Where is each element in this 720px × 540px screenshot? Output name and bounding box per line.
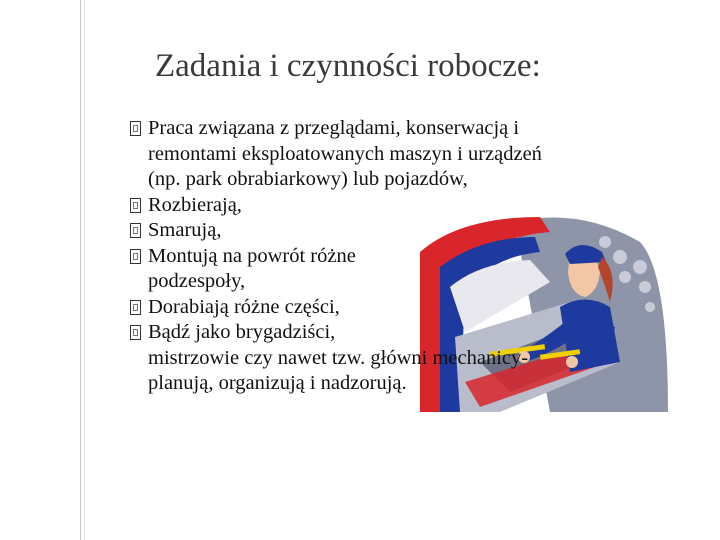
bullet-box-icon xyxy=(130,325,141,340)
bullet-item xyxy=(130,218,690,244)
bullet-box-icon xyxy=(130,121,141,136)
bullet-text-line: Montują na powrót różne xyxy=(148,244,356,267)
bullet-box-icon xyxy=(130,223,141,238)
bullet-text-line: podzespoły, xyxy=(148,270,246,292)
left-border-line-inner xyxy=(84,0,85,540)
bullet-box-icon xyxy=(130,300,141,315)
bullet-text-line: Dorabiają różne części, xyxy=(148,295,340,318)
bullet-text-line: Praca związana z przeglądami, konserwacją i xyxy=(148,117,520,139)
slide-title: Zadania i czynności robocze: xyxy=(155,48,541,84)
bullet-text-line: Bądź jako brygadziści, xyxy=(148,321,336,343)
bullet-text-line: mistrzowie czy nawet tzw. główni mechanicy- xyxy=(148,346,529,369)
bullet-item xyxy=(130,244,690,295)
bullet-item xyxy=(130,295,690,321)
bullet-item xyxy=(130,116,690,193)
bullet-text-line: planują, organizują i nadzorują. xyxy=(148,372,407,394)
bullet-list xyxy=(130,116,690,397)
bullet-item xyxy=(130,320,690,397)
bullet-text-line: (np. park obrabiarkowy) lub pojazdów, xyxy=(148,168,468,190)
bullet-box-icon xyxy=(130,249,141,264)
bullet-text-line: Rozbierają, xyxy=(148,193,242,216)
bullet-text-line: Smarują, xyxy=(148,219,222,241)
bullet-box-icon xyxy=(130,198,141,213)
bullet-item xyxy=(130,193,690,219)
bullet-text-line: remontami eksploatowanych maszyn i urządzeń xyxy=(148,142,542,165)
left-border-line xyxy=(80,0,81,540)
